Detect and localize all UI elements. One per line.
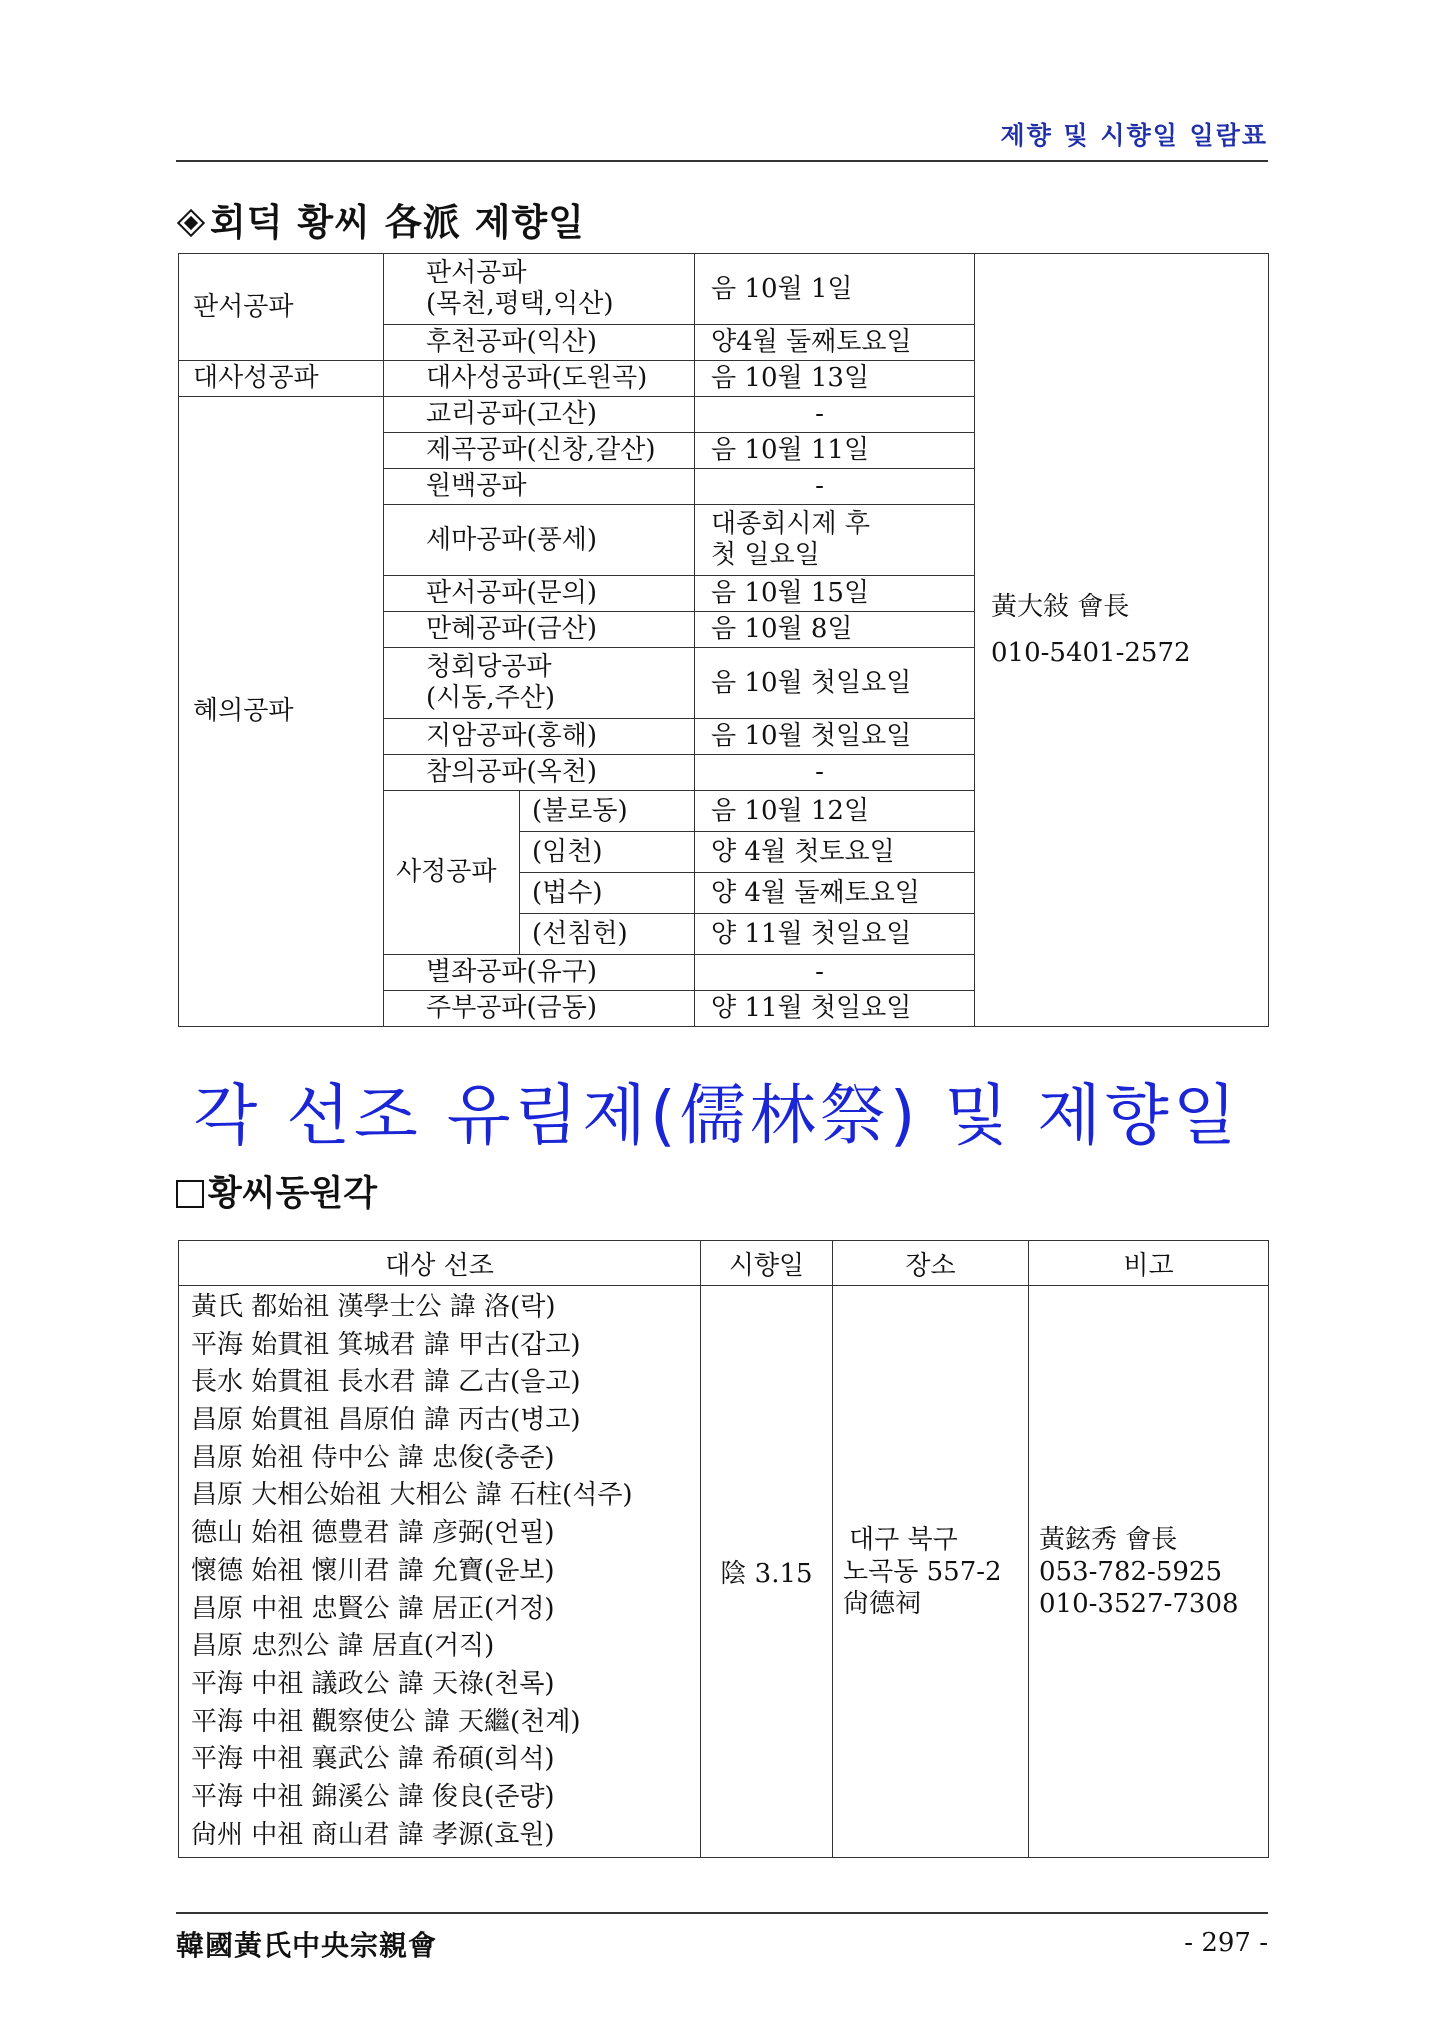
contact-name: 黃大敍 會長 — [991, 592, 1130, 622]
branch-cell: 판서공파(문의) — [384, 576, 695, 612]
branch-line: (시동,주산) — [426, 683, 556, 713]
date-cell: - — [695, 955, 975, 991]
date-cell: 음 10월 13일 — [695, 361, 975, 397]
branch-cell — [384, 648, 695, 719]
branch-cell: 만혜공파(금산) — [384, 612, 695, 648]
ancestor-line: 黃氏 都始祖 漢學士公 諱 洛(락) — [191, 1292, 556, 1322]
branch-cell — [384, 254, 695, 325]
date-cell: 음 10월 11일 — [695, 433, 975, 469]
section2-title: 황씨동원각 — [208, 1174, 378, 1214]
branch-cell: 후천공파(익산) — [384, 325, 695, 361]
note-line: 黃鉉秀 會長 — [1039, 1524, 1178, 1555]
date-cell: - — [695, 397, 975, 433]
branch-cell: 원백공파 — [384, 469, 695, 505]
sect-ceremony-table — [178, 253, 1269, 1027]
date-line: 첫 일요일 — [711, 540, 820, 570]
group-cell: 판서공파 — [179, 254, 384, 361]
date-cell — [695, 505, 975, 576]
date-cell: 음 10월 15일 — [695, 576, 975, 612]
ancestor-line: 平海 中祖 襄武公 諱 希碩(희석) — [191, 1744, 555, 1775]
branch-line: 판서공파 — [426, 258, 527, 288]
date-cell: 음 10월 첫일요일 — [695, 648, 975, 719]
ancestor-line: 昌原 大相公始祖 大相公 諱 石柱(석주) — [191, 1480, 633, 1511]
diamond-bullet-icon — [176, 208, 206, 238]
branch-cell: 지암공파(홍해) — [384, 719, 695, 755]
square-bullet-icon — [176, 1180, 204, 1208]
branch-cell: 세마공파(풍세) — [384, 505, 695, 576]
date-cell: 음 10월 12일 — [695, 791, 975, 832]
note-cell — [1029, 1286, 1269, 1858]
branch-cell: (법수) — [520, 873, 695, 914]
date-cell: 음 10월 8일 — [695, 612, 975, 648]
table-row — [179, 254, 1269, 325]
group-cell: 사정공파 — [384, 791, 520, 955]
branch-cell: (불로동) — [520, 791, 695, 832]
date-cell: 음 10월 첫일요일 — [695, 719, 975, 755]
page-header-title: 제향 및 시향일 일람표 — [1000, 121, 1268, 150]
col-header-note: 비고 — [1029, 1241, 1269, 1286]
main-title: 각 선조 유림제(儒林祭) 및 제향일 — [193, 1077, 1241, 1154]
date-cell: 양 11월 첫일요일 — [695, 914, 975, 955]
branch-cell: (선침헌) — [520, 914, 695, 955]
ancestor-line: 平海 始貫祖 箕城君 諱 甲古(갑고) — [191, 1329, 581, 1360]
place-line: 尙德祠 — [843, 1588, 922, 1619]
date-cell: - — [695, 469, 975, 505]
ancestor-list-cell — [179, 1286, 701, 1858]
place-line: 대구 북구 — [849, 1524, 958, 1555]
section1-title: 회덕 황씨 各派 제향일 — [210, 201, 585, 244]
ancestor-line: 懷德 始祖 懷川君 諱 允寶(윤보) — [191, 1555, 555, 1586]
date-cell: 양 4월 둘째토요일 — [695, 873, 975, 914]
ancestor-line: 長水 始貫祖 長水君 諱 乙古(을고) — [191, 1367, 581, 1398]
date-cell: 양4월 둘째토요일 — [695, 325, 975, 361]
branch-cell: 별좌공파(유구) — [384, 955, 695, 991]
date-cell: 陰 3.15 — [701, 1286, 833, 1858]
branch-cell: 교리공파(고산) — [384, 397, 695, 433]
ancestors-table — [178, 1240, 1269, 1858]
table-row — [179, 1286, 1269, 1858]
ancestor-line: 平海 中祖 議政公 諱 天祿(천록) — [191, 1668, 555, 1699]
ancestor-line: 平海 中祖 觀察使公 諱 天繼(천계) — [191, 1706, 581, 1737]
col-header-ancestor: 대상 선조 — [179, 1241, 701, 1286]
place-cell — [833, 1286, 1029, 1858]
col-header-date: 시향일 — [701, 1241, 833, 1286]
ancestor-line: 德山 始祖 德豊君 諱 彦弼(언필) — [191, 1518, 555, 1549]
branch-cell: 제곡공파(신창,갈산) — [384, 433, 695, 469]
contact-cell — [975, 254, 1269, 1027]
branch-cell: 참의공파(옥천) — [384, 755, 695, 791]
section1-heading — [176, 192, 585, 246]
place-line: 노곡동 557-2 — [843, 1556, 1002, 1587]
group-cell: 대사성공파 — [179, 361, 384, 397]
date-cell: 양 4월 첫토요일 — [695, 832, 975, 873]
branch-cell: 대사성공파(도원곡) — [384, 361, 695, 397]
contact-phone: 010-5401-2572 — [991, 638, 1191, 668]
ancestor-line: 尙州 中祖 商山君 諱 孝源(효원) — [191, 1819, 555, 1850]
branch-cell: (임천) — [520, 832, 695, 873]
ancestor-line: 昌原 始貫祖 昌原伯 諱 丙古(병고) — [191, 1405, 581, 1436]
date-cell: 음 10월 1일 — [695, 254, 975, 325]
branch-line: 청회당공파 — [426, 652, 552, 682]
group-cell: 혜의공파 — [179, 397, 384, 1027]
footer-rule — [176, 1912, 1268, 1914]
col-header-place: 장소 — [833, 1241, 1029, 1286]
footer-organization: 韓國黃氏中央宗親會 — [176, 1929, 438, 1962]
date-cell: - — [695, 755, 975, 791]
date-cell: 양 11월 첫일요일 — [695, 991, 975, 1027]
ancestor-line: 昌原 忠烈公 諱 居直(거직) — [191, 1631, 495, 1662]
header-rule — [176, 160, 1268, 162]
branch-line: (목천,평택,익산) — [426, 289, 614, 319]
ancestor-line: 平海 中祖 錦溪公 諱 俊良(준량) — [191, 1781, 555, 1812]
ancestor-line: 昌原 始祖 侍中公 諱 忠俊(충준) — [191, 1442, 555, 1473]
ancestor-line: 昌原 中祖 忠賢公 諱 居正(거정) — [191, 1593, 555, 1624]
table-header-row — [179, 1241, 1269, 1286]
note-line: 053-782-5925 — [1039, 1556, 1222, 1587]
note-line: 010-3527-7308 — [1039, 1588, 1239, 1619]
branch-cell: 주부공파(금동) — [384, 991, 695, 1027]
section2-heading — [176, 1166, 377, 1216]
date-line: 대종회시제 후 — [711, 509, 870, 539]
page-number: - 297 - — [1184, 1928, 1268, 1958]
